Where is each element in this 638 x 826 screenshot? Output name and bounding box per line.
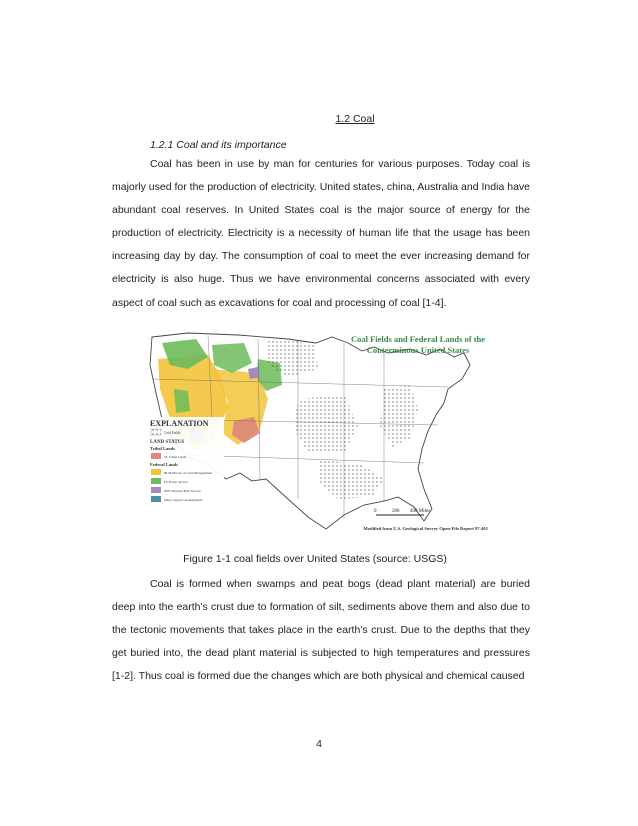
section-title: 1.2 Coal	[335, 113, 375, 125]
paragraph-1-text: Coal has been in use by man for centuries for various purposes. Today coal is majorly used for the production of electricity. United states, china, Australia and India have abundant coal reserves. In United States coal is the major source of energy for the production of electricity. Electricity is a necessity of human life that the usage has been increasing day by day. The consumption of coal to meet the ever increasing demand for electricity is also huge. Thus we have environmental concerns associated with every aspect of coal such as excavations for coal and processing of coal [1-4].	[112, 158, 530, 309]
legend-item-label: BLM Bureau of Land Management	[164, 471, 213, 475]
page-number: 4	[316, 738, 322, 750]
paragraph-1	[112, 153, 530, 315]
scale-0: 0	[374, 509, 377, 514]
legend-swatch	[151, 469, 161, 475]
paragraph-2	[112, 573, 530, 688]
paragraph-2-text: Coal is formed when swamps and peat bogs (dead plant material) are buried deep into the earth's crust due to formation of silt, sediments above them and also due to the tectonic movements that takes place in the earth's crust. Due to the depths that they get buried into, the dead plant material is subjected to high temperatures and pressures [1-2]. Thus coal is formed due the changes which are both physical and chemical caused	[112, 578, 530, 683]
source-note: Modified from U.S. Geological Survey Open-File Report 97-461	[363, 526, 488, 531]
map-title-line1: Coal Fields and Federal Lands of the	[350, 334, 486, 344]
legend-item-label: FS Forest Service	[164, 480, 189, 484]
nps-lands	[248, 367, 260, 379]
forest-lands-4	[174, 389, 190, 413]
legend-swatch	[151, 487, 161, 493]
federal-lands-label: Federal Lands	[150, 462, 178, 467]
figure-caption: Figure 1-1 coal fields over United States (source: USGS)	[183, 553, 447, 565]
scale-200: 200	[392, 509, 400, 514]
land-status-label: LAND STATUS	[150, 440, 185, 445]
subsection-title: 1.2.1 Coal and its importance	[150, 139, 287, 151]
legend-swatch	[151, 496, 161, 502]
legend-item-label: Other, Agency undesignated	[164, 498, 203, 502]
scale-400: 400 Miles	[410, 509, 431, 514]
legend-item-label: NPS National Park Service	[164, 489, 201, 493]
coal-fields-swatch	[151, 429, 161, 435]
legend-swatch	[151, 478, 161, 484]
map-title-line2: Conterminous United States	[366, 345, 470, 355]
coal-fields-map-figure	[148, 329, 492, 543]
legend-title: EXPLANATION	[150, 419, 209, 428]
us-coal-map	[148, 329, 492, 543]
tribal-lands-label: Tribal Lands	[150, 446, 176, 451]
tribal-item-label: TL Tribal Lands	[164, 455, 187, 459]
tribal-swatch	[151, 453, 161, 459]
coal-fields-label: Coal Fields	[164, 431, 181, 435]
